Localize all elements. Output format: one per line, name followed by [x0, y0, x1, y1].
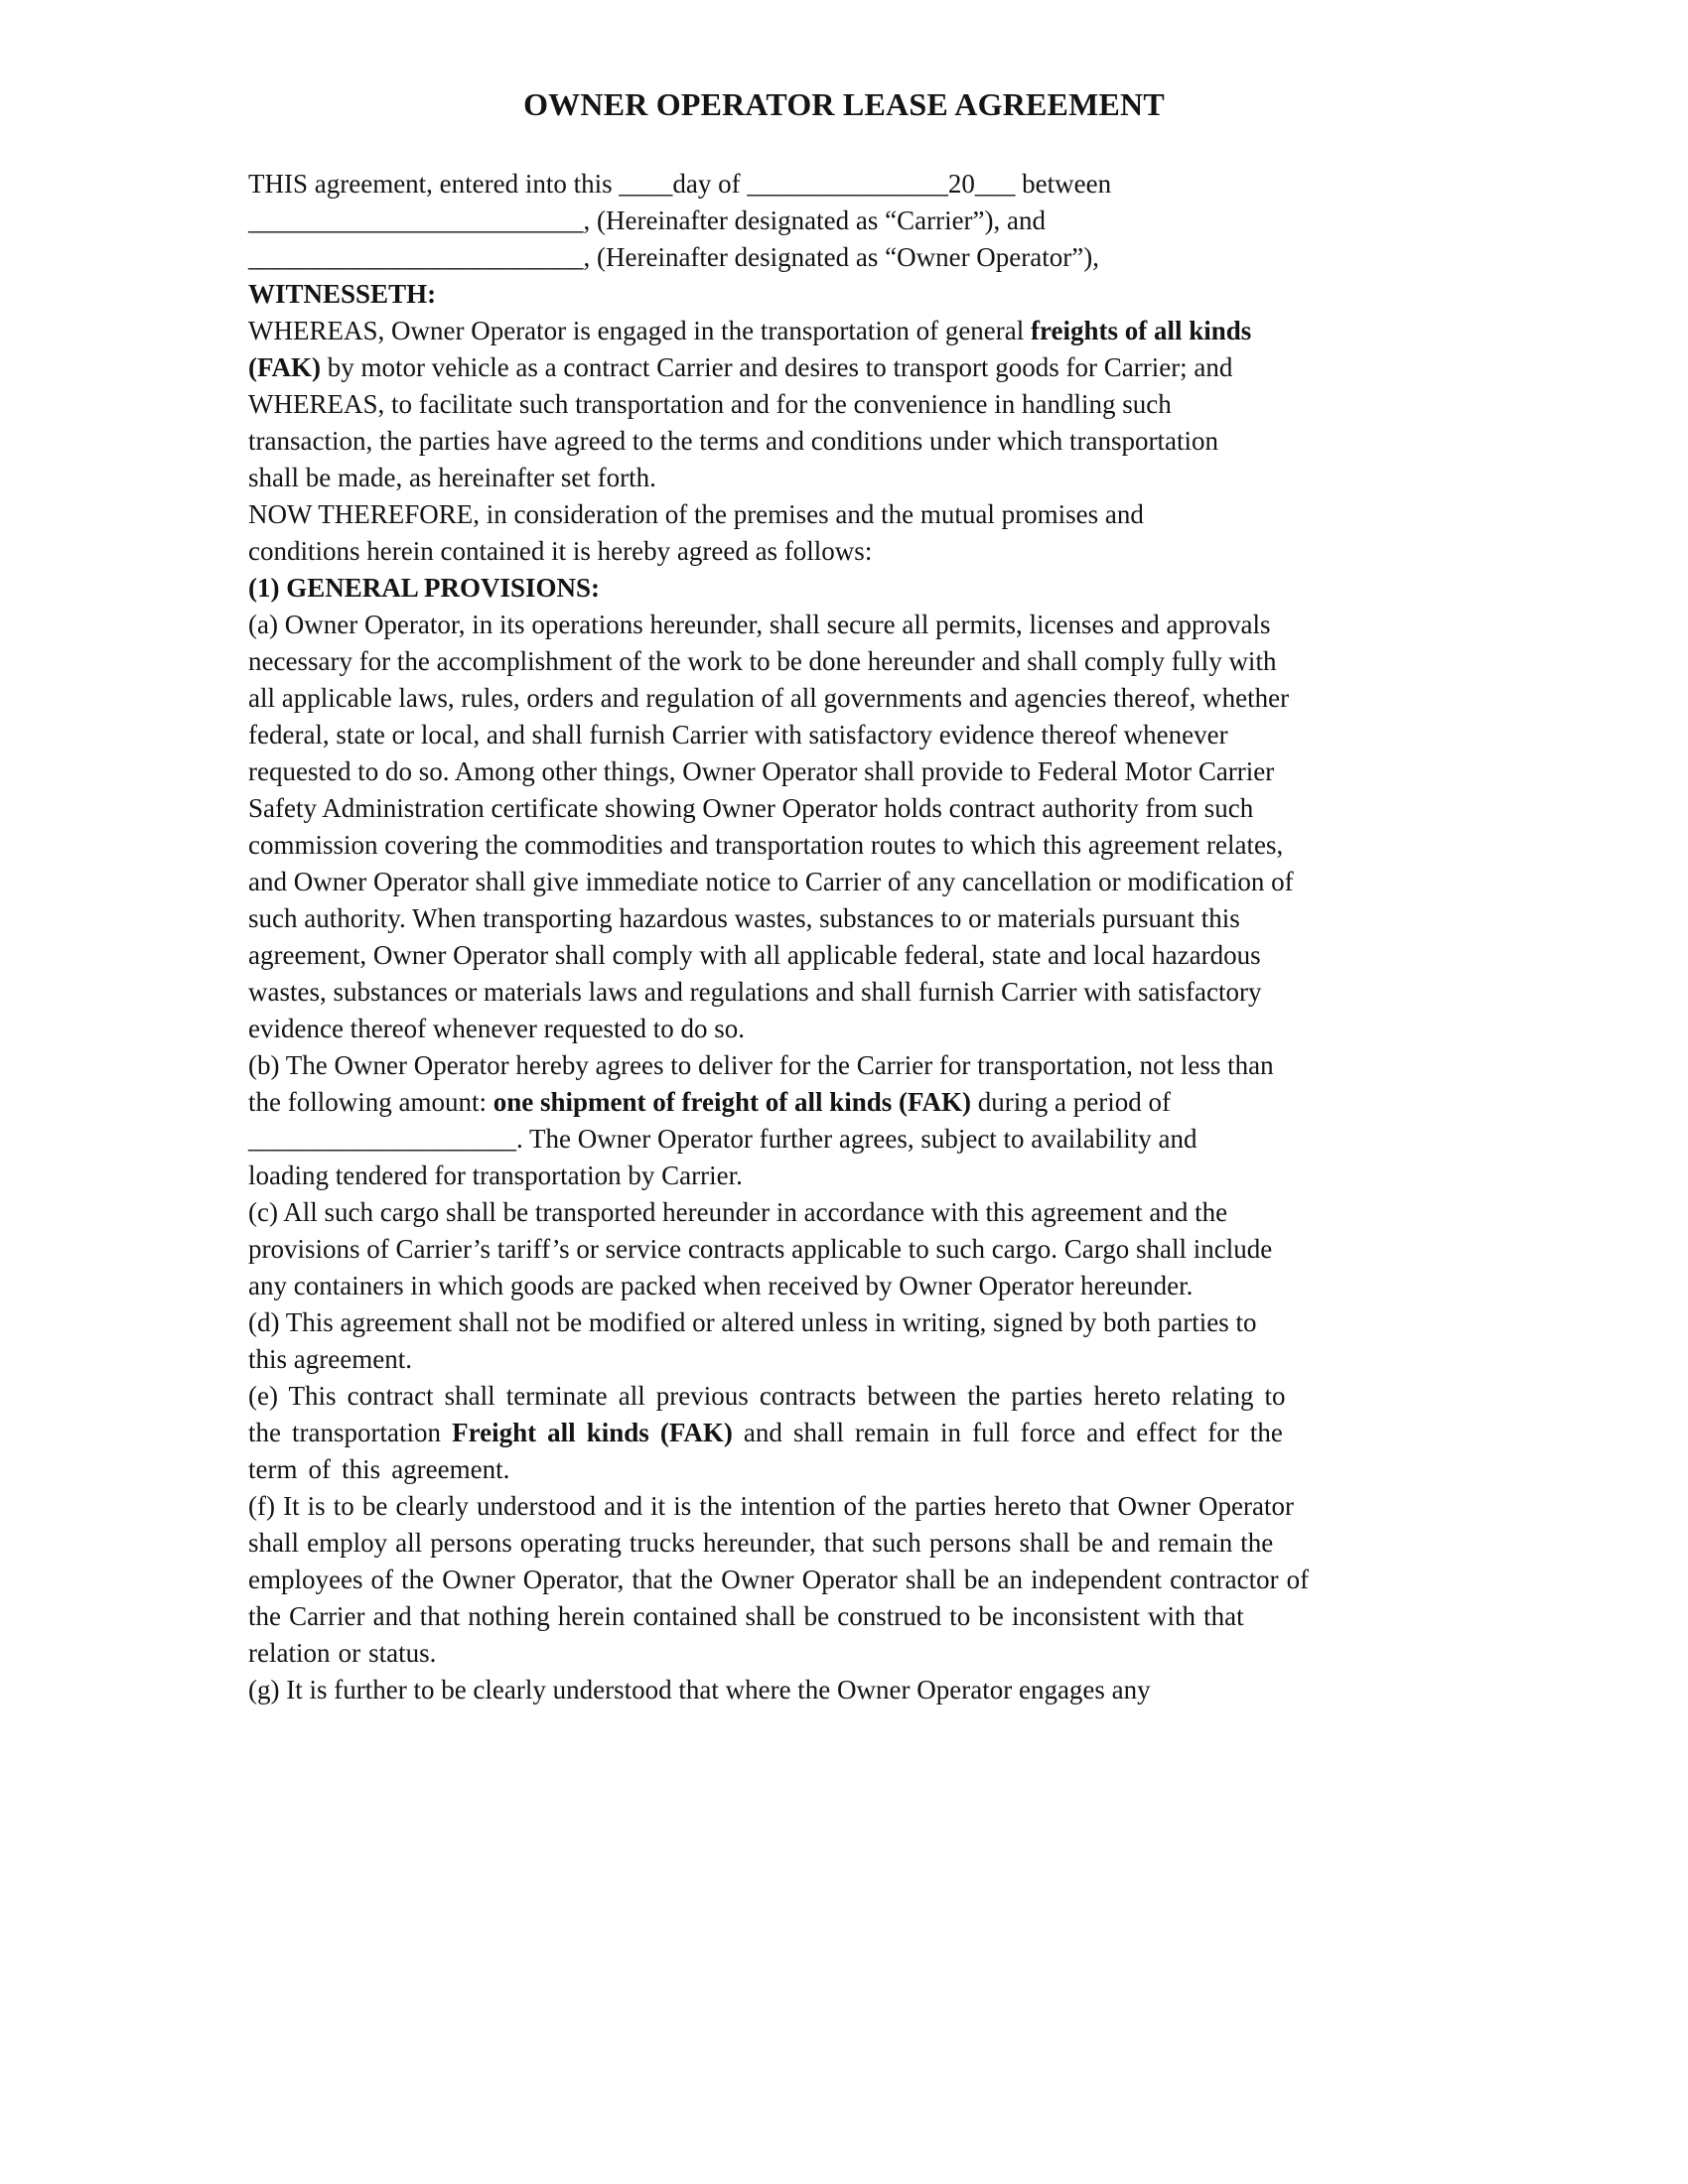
paragraph-clause-g: (g) It is further to be clearly understood that where the Owner Operator engages any	[248, 1675, 1151, 1705]
document-title: OWNER OPERATOR LEASE AGREEMENT	[523, 86, 1165, 122]
paragraph-clause-a: (a) Owner Operator, in its operations hereunder, shall secure all permits, licenses and approvals necessary for the accomplishment of the work to be done hereunder and shall comply fully with all applicable laws, rules, orders and regulation of all governments and agencies thereof, whether federal, state or local, and shall furnish Carrier with satisfactory evidence thereof whenever requested to do so. Among other things, Owner Operator shall provide to Federal Motor Carrier Safety Administration certificate showing Owner Operator holds contract authority from such commission covering the commodities and transportation routes to which this agreement relates, and Owner Operator shall give immediate notice to Carrier of any cancellation or modification of such authority. When transporting hazardous wastes, substances to or materials pursuant this agreement, Owner Operator shall comply with all applicable federal, state and local hazardous wastes, substances or materials laws and regulations and shall furnish Carrier with satisfactory evidence thereof whenever requested to do so.	[248, 610, 1294, 1043]
paragraph-whereas-recitals: WHEREAS, Owner Operator is engaged in the transportation of general freights of all kinds (FAK) by motor vehicle as a contract Carrier and desires to transport goods for Carrier; and WHEREAS, to facilitate such transportation and for the convenience in handling such transaction, the parties have agreed to the terms and conditions under which transportation shall be made, as hereinafter set forth. NOW THEREFORE, in consideration of the premises and the mutual promises and conditions herein contained it is hereby agreed as follows: (1) GENERAL PROVISIONS:	[248, 316, 1252, 603]
paragraph-witnesseth-heading: WITNESSETH:	[248, 279, 437, 309]
document-content	[248, 84, 1489, 1708]
paragraph-clause-d: (d) This agreement shall not be modified or altered unless in writing, signed by both parties to this agreement.	[248, 1307, 1257, 1374]
paragraph-clause-c: (c) All such cargo shall be transported hereunder in accordance with this agreement and the provisions of Carrier’s tariff’s or service contracts applicable to such cargo. Cargo shall include any containers in which goods are packed when received by Owner Operator hereunder.	[248, 1197, 1273, 1300]
paragraph-clause-b: (b) The Owner Operator hereby agrees to deliver for the Carrier for transportation, not less than the following amount: one shipment of freight of all kinds (FAK) during a period of ____________________. The Owner Operator further agrees, subject to availability and loading tendered for transportation by Carrier.	[248, 1050, 1274, 1190]
paragraph-intro: THIS agreement, entered into this ____day of _______________20___ between _________________________, (Hereinafter designated as “Carrier”), and _________________________, (Hereinafter designated as “Owner Operator”),	[248, 169, 1112, 272]
paragraph-clause-e: (e) This contract shall terminate all previous contracts between the parties hereto relating to the transportation Freight all kinds (FAK) and shall remain in full force and effect for the term of this agreement.	[248, 1381, 1286, 1484]
paragraph-clause-f: (f) It is to be clearly understood and it is the intention of the parties hereto that Owner Operator shall employ all persons operating trucks hereunder, that such persons shall be and remain the employees of the Owner Operator, that the Owner Operator shall be an independent contractor of the Carrier and that nothing herein contained shall be construed to be inconsistent with that relation or status.	[248, 1491, 1310, 1668]
